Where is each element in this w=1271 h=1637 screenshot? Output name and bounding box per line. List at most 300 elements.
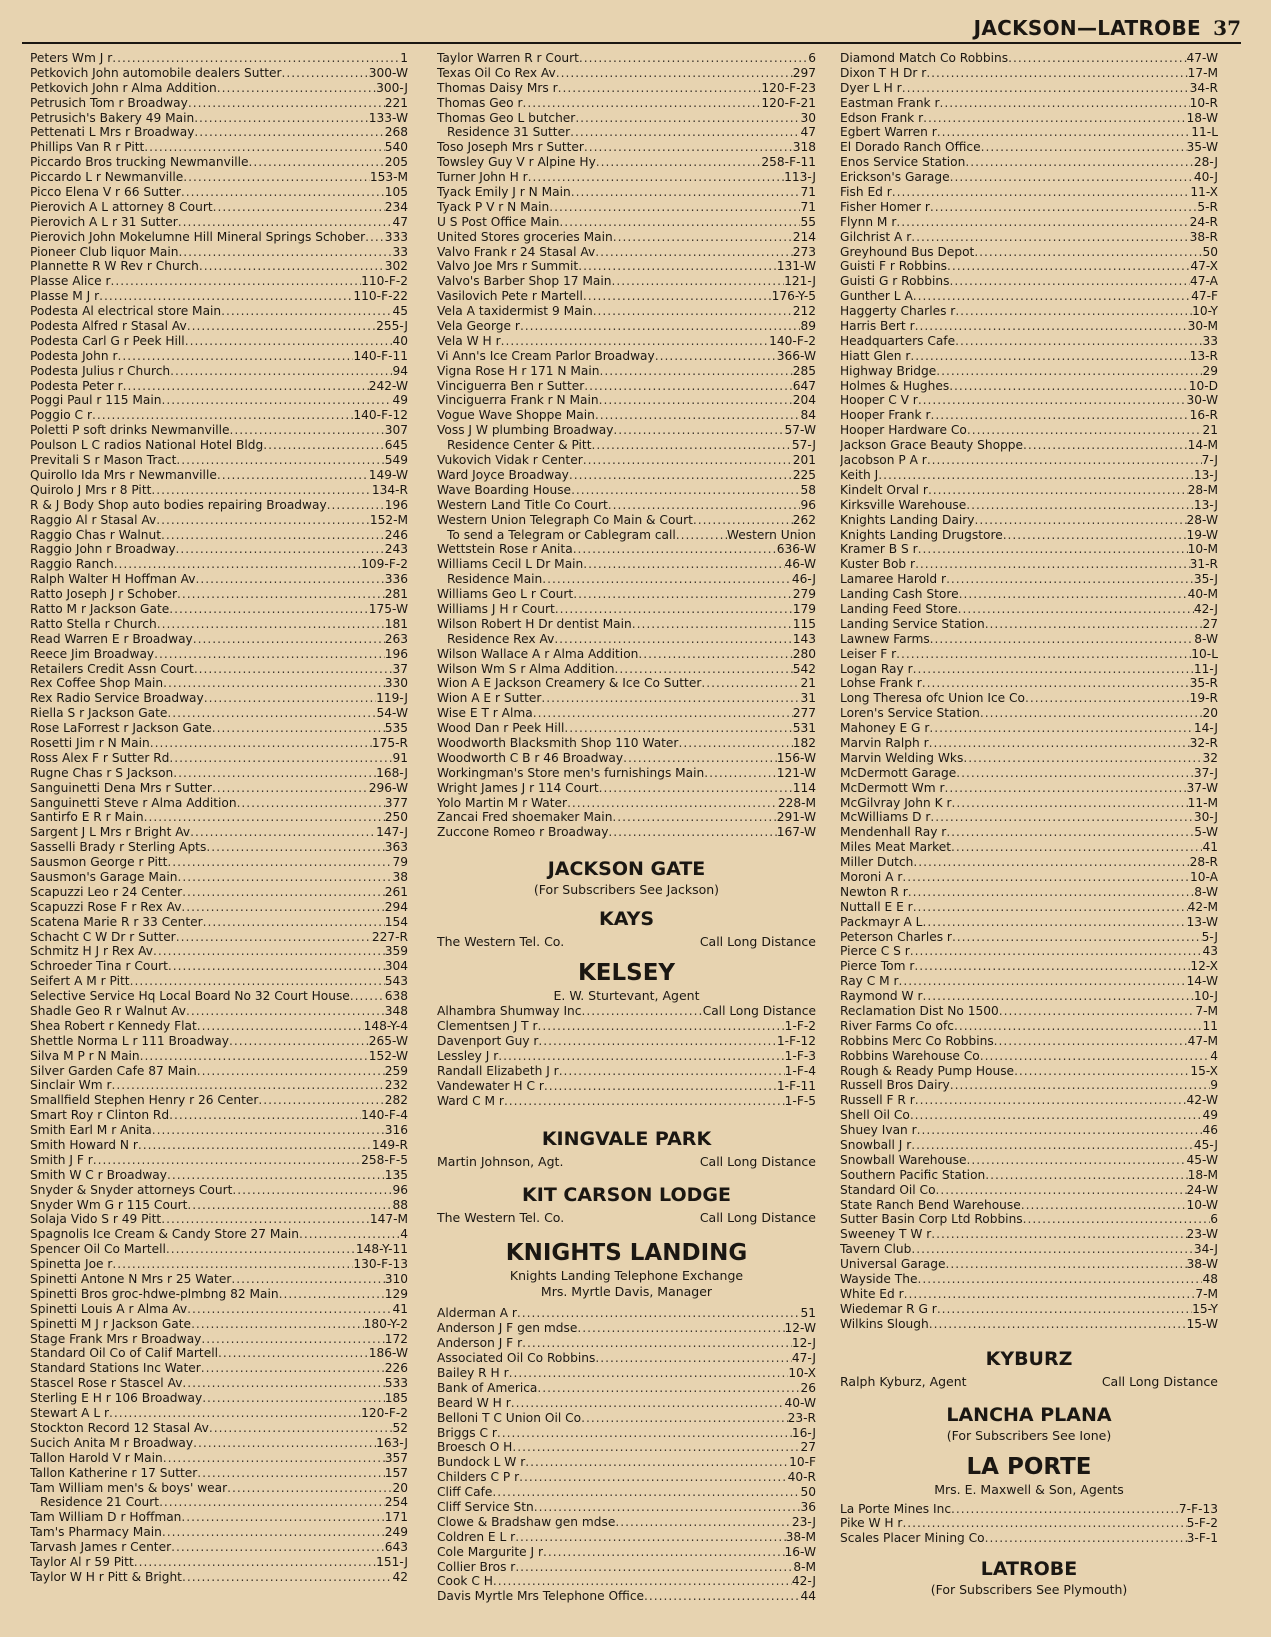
listing-name: Seifert A M r Pitt [30, 974, 130, 989]
listing-number: 47-J [791, 1351, 816, 1366]
listing-number: 21 [800, 676, 816, 691]
listing-number: 282 [384, 1093, 408, 1108]
leader-dots [985, 617, 1203, 632]
listing-entry [30, 1257, 408, 1272]
knights-landing-listing-continued [840, 51, 1218, 1332]
listing-entry [840, 453, 1218, 468]
listing-number: 47-W [1186, 51, 1218, 65]
listing-number: 88 [392, 1197, 408, 1212]
leader-dots [915, 557, 1190, 572]
kays-call: Call Long Distance [699, 934, 816, 950]
listing-entry [840, 215, 1218, 230]
listing-name: Residence 21 Court [40, 1495, 160, 1510]
listing-entry [30, 125, 408, 140]
listing-name: Podesta Alfred r Stasal Av [30, 319, 187, 334]
listing-number: 1-F-11 [776, 1078, 816, 1093]
leader-dots [187, 319, 376, 334]
listing-entry [30, 1198, 408, 1213]
listing-name: Keith J [840, 467, 879, 482]
leader-dots [564, 721, 792, 736]
leader-dots [914, 959, 1190, 974]
leader-dots [181, 1510, 384, 1525]
listing-name: Vandewater H C r [437, 1078, 544, 1093]
listing-number: 7-F-13 [1178, 1501, 1218, 1516]
leader-dots [537, 1381, 800, 1396]
listing-entry [30, 468, 408, 483]
listing-name: Williams J H r Court [437, 601, 555, 616]
listing-entry [840, 1019, 1218, 1034]
listing-number: 10-D [1188, 378, 1218, 393]
leader-dots [170, 364, 392, 379]
listing-name: Zancai Fred shoemaker Main [437, 810, 613, 825]
leader-dots [237, 796, 385, 811]
listing-entry [437, 364, 816, 379]
listing-entry [840, 289, 1218, 304]
leader-dots [163, 676, 385, 691]
listing-number: 19-W [1186, 527, 1218, 542]
listing-entry [840, 989, 1218, 1004]
listing-number: 11 [1202, 1018, 1218, 1033]
leader-dots [153, 944, 385, 959]
listing-number: 227-R [371, 929, 408, 944]
listing-number: 359 [384, 944, 408, 959]
listing-name: Residence Main [447, 572, 543, 587]
listing-name: Mendenhall Ray r [840, 825, 947, 840]
listing-entry [840, 349, 1218, 364]
listing-name: To send a Telegram or Cablegram call [447, 527, 676, 542]
listing-number: 232 [384, 1078, 408, 1093]
listing-number: 71 [800, 199, 816, 214]
listing-name: Smith Earl M r Anita [30, 1123, 152, 1138]
leader-dots [902, 1516, 1186, 1531]
listing-name: Valvo Joe Mrs r Summit [437, 259, 579, 274]
listing-name: Wave Boarding House [437, 482, 572, 497]
listing-entry [437, 483, 816, 498]
listing-entry [30, 676, 408, 691]
leader-dots [947, 259, 1190, 274]
listing-entry [840, 1227, 1218, 1242]
listing-number: 258-F-5 [361, 1152, 408, 1167]
leader-dots [584, 140, 793, 155]
leader-dots [896, 647, 1191, 662]
listing-name: Tam's Pharmacy Main [30, 1525, 162, 1540]
listing-entry [437, 1470, 816, 1485]
leader-dots [945, 1257, 1186, 1272]
listing-name: Beard W H r [437, 1395, 511, 1410]
leader-dots [194, 111, 369, 126]
listing-number: 246 [384, 527, 408, 542]
kays-agent: The Western Tel. Co. [437, 934, 565, 950]
listing-number: 47 [392, 214, 408, 229]
listing-number: 45-W [1186, 1152, 1218, 1167]
listing-number: 533 [384, 1376, 408, 1391]
listing-entry [30, 453, 408, 468]
listing-number: 19-R [1189, 691, 1218, 706]
listing-number: 255-J [376, 319, 408, 334]
leader-dots [197, 1466, 384, 1481]
leader-dots [171, 1540, 385, 1555]
listing-entry [840, 438, 1218, 453]
leader-dots [194, 125, 384, 140]
listing-entry [840, 915, 1218, 930]
leader-dots [946, 825, 1194, 840]
listing-name: Sargent J L Mrs r Bright Av [30, 825, 191, 840]
listing-name: Ross Alex F r Sutter Rd [30, 750, 170, 765]
listing-name: Thomas Daisy Mrs r [437, 80, 558, 95]
listing-number: 43 [1202, 944, 1218, 959]
listing-entry [840, 200, 1218, 215]
listing-name: Pierce C S r [840, 944, 910, 959]
listing-name: Silver Garden Cafe 87 Main [30, 1063, 197, 1078]
leader-dots [573, 587, 793, 602]
listing-number: 10-F [789, 1455, 816, 1470]
leader-dots [922, 676, 1190, 691]
listing-entry [437, 1064, 816, 1079]
listing-number: 5-F-2 [1186, 1516, 1218, 1531]
listing-entry [30, 1212, 408, 1227]
listing-entry [437, 1411, 816, 1426]
leader-dots [187, 1302, 392, 1317]
leader-dots [910, 349, 1189, 364]
leader-dots [638, 647, 792, 662]
leader-dots [937, 1302, 1192, 1317]
leader-dots [182, 1376, 384, 1391]
listing-number: 14-M [1187, 438, 1218, 453]
listing-number: 140-F-4 [361, 1108, 408, 1123]
listing-name: Smallfield Stephen Henry r 26 Center [30, 1093, 259, 1108]
listing-number: 147-J [376, 825, 408, 840]
listing-entry [437, 1381, 816, 1396]
leader-dots [554, 632, 792, 647]
listing-entry [30, 274, 408, 289]
listing-number: 1-F-5 [784, 1093, 816, 1108]
leader-dots [204, 691, 376, 706]
listing-name: Wettstein Rose r Anita [437, 542, 573, 557]
leader-dots [154, 647, 385, 662]
leader-dots [194, 662, 393, 677]
listing-number: 196 [384, 497, 408, 512]
leader-dots [114, 557, 361, 572]
listing-number: 11-X [1190, 185, 1218, 200]
leader-dots [111, 1078, 384, 1093]
leader-dots [515, 1560, 793, 1575]
listing-entry [30, 393, 408, 408]
listing-number: Call Long Distance [702, 1004, 816, 1019]
listing-entry [437, 274, 816, 289]
leader-dots [965, 155, 1193, 170]
listing-number: 254 [384, 1495, 408, 1510]
listing-number: 49 [392, 393, 408, 408]
kit-carson-call: Call Long Distance [699, 1210, 816, 1226]
listing-name: Davenport Guy r [437, 1033, 539, 1048]
listing-name: Vela George r [437, 319, 520, 334]
listing-entry [30, 1391, 408, 1406]
listing-name: Gunther L A [840, 289, 913, 304]
leader-dots [327, 498, 385, 513]
listing-entry [30, 1361, 408, 1376]
listing-name: Plannette R W Rev r Church [30, 259, 199, 274]
leader-dots [258, 1093, 384, 1108]
listing-number: 636-W [776, 542, 816, 557]
listing-entry [437, 51, 816, 66]
leader-dots [199, 259, 385, 274]
listing-name: McDermott Wm r [840, 780, 945, 795]
listing-entry [30, 542, 408, 557]
listing-name: Sucich Anita M r Broadway [30, 1435, 194, 1450]
listing-name: Poggio C r [30, 408, 92, 423]
listing-entry [840, 1064, 1218, 1079]
listing-name: Poulson L C radios National Hotel Bldg [30, 438, 264, 453]
listing-entry [840, 408, 1218, 423]
leader-dots [959, 587, 1188, 602]
listing-name: Pierce Tom r [840, 959, 915, 974]
listing-entry [30, 974, 408, 989]
listing-number: 157 [384, 1465, 408, 1480]
listing-entry [30, 691, 408, 706]
listing-number: 27 [800, 1440, 816, 1455]
listing-entry [840, 617, 1218, 632]
listing-name: Petrusich Tom r Broadway [30, 95, 188, 110]
listing-entry [840, 379, 1218, 394]
leader-dots [109, 1406, 361, 1421]
listing-name: Plasse M J r [30, 289, 100, 304]
listing-number: 180-Y-2 [363, 1316, 408, 1331]
listing-number: 28-R [1189, 855, 1218, 870]
leader-dots [966, 1153, 1186, 1168]
leader-dots [930, 200, 1198, 215]
listing-entry [437, 676, 816, 691]
listing-name: Randall Elizabeth J r [437, 1063, 559, 1078]
section-line-kyburz [840, 1374, 1218, 1390]
listing-entry [437, 1515, 816, 1530]
listing-number: 212 [792, 304, 816, 319]
listing-name: Read Warren E r Broadway [30, 631, 193, 646]
listing-name: Sweeney T W r [840, 1227, 932, 1242]
listing-number: 49 [1202, 1108, 1218, 1123]
listing-entry [30, 1436, 408, 1451]
listing-number: 42-J [791, 1574, 816, 1589]
listing-entry [840, 66, 1218, 81]
listing-name: Ward C M r [437, 1093, 504, 1108]
listing-name: Rosetti Jim r N Main [30, 735, 150, 750]
listing-number: 330 [384, 676, 408, 691]
leader-dots [926, 66, 1187, 81]
listing-number: 175-R [371, 735, 408, 750]
listing-number: 140-F-11 [353, 348, 408, 363]
listing-entry [437, 379, 816, 394]
listing-name: Scatena Marie R r 33 Center [30, 914, 203, 929]
listing-number: 115 [792, 616, 816, 631]
leader-dots [517, 1306, 801, 1321]
listing-name: Cliff Service Stn [437, 1500, 534, 1515]
listing-entry [437, 289, 816, 304]
leader-dots [929, 1317, 1187, 1332]
listing-name: McDermott Garage [840, 765, 957, 780]
section-title-lancha-plana: LANCHA PLANA [946, 1403, 1112, 1426]
listing-name: Residence 31 Sutter [447, 125, 571, 140]
listing-entry [30, 1346, 408, 1361]
leader-dots [227, 1481, 392, 1496]
listing-number: 119-J [376, 691, 408, 706]
listing-entry [30, 1019, 408, 1034]
leader-dots [188, 96, 385, 111]
listing-number: 47-M [1187, 1033, 1218, 1048]
leader-dots [493, 1574, 792, 1589]
listing-number: 42 [392, 1569, 408, 1584]
leader-dots [498, 1049, 784, 1064]
listing-name: Taylor Al r 59 Pitt [30, 1554, 134, 1569]
leader-dots [704, 766, 777, 781]
listing-number: 42-M [1187, 899, 1218, 914]
listing-name: Clowe & Bradshaw gen mdse [437, 1514, 616, 1529]
listing-entry [840, 706, 1218, 721]
listing-number: 40 [392, 333, 408, 348]
listing-number: 11-L [1191, 125, 1218, 140]
listing-name: Lamaree Harold r [840, 572, 947, 587]
listing-number: 5-W [1194, 825, 1218, 840]
listing-number: 226 [384, 1361, 408, 1376]
listing-name: Pierovich A L r 31 Sutter [30, 214, 178, 229]
listing-entry [840, 1287, 1218, 1302]
listing-name: Toso Joseph Mrs r Sutter [437, 140, 584, 155]
listing-entry [840, 245, 1218, 260]
listing-entry [30, 989, 408, 1004]
listing-number: 38-M [785, 1529, 816, 1544]
listing-entry [840, 1004, 1218, 1019]
leader-dots [1014, 1064, 1190, 1079]
leader-dots [549, 200, 800, 215]
listing-name: Rex Coffee Shop Main [30, 676, 164, 691]
listing-entry [437, 825, 816, 840]
listing-name: Wilson Wallace A r Alma Addition [437, 646, 639, 661]
listing-entry [840, 840, 1218, 855]
leader-dots [110, 274, 361, 289]
listing-name: Vinciguerra Frank r N Main [437, 393, 599, 408]
listing-name: Previtali S r Mason Tract [30, 453, 177, 468]
listing-number: 11-J [1193, 661, 1218, 676]
listing-number: 33 [1202, 333, 1218, 348]
listing-number: 12-W [784, 1321, 816, 1336]
listing-entry [437, 393, 816, 408]
leader-dots [263, 438, 384, 453]
leader-dots [515, 1530, 785, 1545]
listing-name: Alhambra Shumway Inc [437, 1004, 582, 1019]
listing-name: Silva M P r N Main [30, 1048, 140, 1063]
listing-number: 10-M [1187, 542, 1218, 557]
leader-dots [567, 796, 778, 811]
listing-name: Vinciguerra Ben r Sutter [437, 378, 585, 393]
listing-number: 133-W [368, 110, 408, 125]
leader-dots [511, 1396, 785, 1411]
listing-entry [840, 1093, 1218, 1108]
listing-name: Associated Oil Co Robbins [437, 1351, 596, 1366]
listing-number: 234 [384, 199, 408, 214]
listing-name: Logan Ray r [840, 661, 913, 676]
listing-entry [30, 1108, 408, 1123]
section-title-kyburz: KYBURZ [985, 1347, 1073, 1370]
listing-name: Western Land Title Co Court [437, 497, 608, 512]
leader-dots [949, 274, 1190, 289]
listing-entry [437, 319, 816, 334]
leader-dots [173, 766, 376, 781]
leader-dots [134, 1555, 376, 1570]
listing-number: 152-M [369, 512, 408, 527]
listing-name: Spencer Oil Co Martell [30, 1242, 166, 1257]
listing-number: 27 [1202, 616, 1218, 631]
listing-entry [840, 736, 1218, 751]
jackson-listing-continued [437, 51, 816, 840]
listing-name: Holmes & Hughes [840, 378, 950, 393]
leader-dots [492, 1485, 800, 1500]
leader-dots [1025, 691, 1190, 706]
leader-dots [187, 1198, 392, 1213]
listing-number: 228-M [777, 795, 816, 810]
listing-name: Packmayr A L [840, 914, 923, 929]
listing-name: Knights Landing Dairy [840, 512, 975, 527]
listing-entry [30, 408, 408, 423]
listing-number: 8-M [793, 1559, 816, 1574]
leader-dots [913, 662, 1194, 677]
listing-name: Snyder Wm G r 115 Court [30, 1197, 188, 1212]
listing-number: 57-W [784, 423, 816, 438]
listing-name: Williams Cecil L Dr Main [437, 557, 584, 572]
listing-number: 40-J [1193, 170, 1218, 185]
section-title-knights-landing: KNIGHTS LANDING [505, 1240, 748, 1267]
leader-dots [922, 989, 1193, 1004]
listing-name: Anderson J F gen mdse [437, 1321, 578, 1336]
listing-name: Podesta Carl G r Peek Hill [30, 333, 185, 348]
listing-entry [437, 1440, 816, 1455]
leader-dots [162, 1525, 385, 1540]
listing-name: Ward Joyce Broadway [437, 467, 569, 482]
listing-entry [840, 140, 1218, 155]
listing-entry [30, 751, 408, 766]
listing-number: 41 [1202, 840, 1218, 855]
listing-name: Fish Ed r [840, 185, 892, 200]
leader-dots [899, 974, 1187, 989]
leader-dots [917, 1272, 1202, 1287]
leader-dots [917, 1123, 1203, 1138]
listing-number: 40-R [787, 1470, 816, 1485]
listing-number: 44 [800, 1589, 816, 1604]
listing-entry [840, 676, 1218, 691]
listing-number: 140-F-2 [769, 333, 816, 348]
listing-name: Cook C H [437, 1574, 493, 1589]
listing-entry [30, 944, 408, 959]
listing-entry [437, 1455, 816, 1470]
listing-number: 1-F-3 [784, 1048, 816, 1063]
leader-dots [999, 1004, 1196, 1019]
listing-entry [840, 1168, 1218, 1183]
listing-entry [30, 66, 408, 81]
listing-entry [437, 542, 816, 557]
listing-entry [30, 1153, 408, 1168]
leader-dots [528, 170, 784, 185]
section-title-la-porte: LA PORTE [966, 1453, 1092, 1480]
leader-dots [593, 304, 793, 319]
leader-dots [156, 513, 370, 528]
leader-dots [583, 557, 784, 572]
listing-entry [840, 855, 1218, 870]
listing-number: 302 [384, 259, 408, 274]
listing-entry [437, 245, 816, 260]
listing-entry [30, 930, 408, 945]
listing-number: 105 [384, 185, 408, 200]
listing-name: Miles Meat Market [840, 840, 952, 855]
listing-entry [30, 617, 408, 632]
listing-entry [437, 1545, 816, 1560]
leader-dots [212, 781, 369, 796]
